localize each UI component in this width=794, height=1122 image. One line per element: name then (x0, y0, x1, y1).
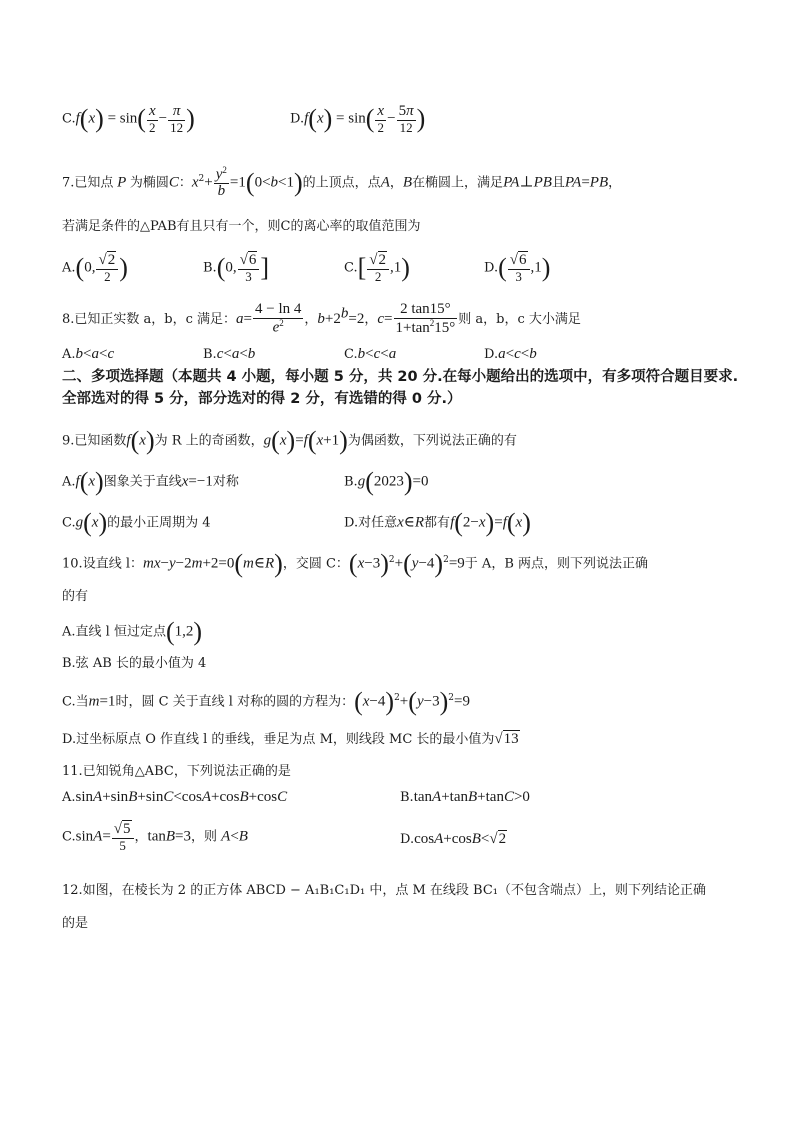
q11-option-d: D.cosA+cosB<√2 (400, 831, 507, 847)
q10-stem: 10.设直线 l：mx−y−2m+2=0(m∈R)，交圆 C：$(x-3)^2+(y-4)^2=9$于 A，B 两点，则下列说法正确 (62, 549, 649, 578)
q7-stem-line2: 若满足条件的△PAB有且只有一个，则C的离心率的取值范围为 (62, 219, 421, 234)
q7-option-d: D.( $\frac{√6}{3}$ ,1) (484, 252, 551, 284)
q9-option-c: C.g(x)的最小正周期为 4 (62, 508, 211, 537)
q10-stem-line2: 的有 (62, 589, 89, 604)
q10-option-d: D.过坐标原点 O 作直线 l 的垂线，垂足为点 M，则线段 MC 长的最小值为√13 (62, 731, 519, 747)
q12-stem: 12.如图，在棱长为 2 的正方体 ABCD − A₁B₁C₁D₁ 中，点 M 在线段 BC₁（不包含端点）上，则下列结论正确 (62, 883, 707, 898)
section-2-heading: 二、多项选择题（本题共 4 小题，每小题 5 分，共 20 分.在每小题给出的选项中，有多项符合题目要求.全部选对的得 5 分，部分选对的得 2 分，有选错的得 0 分.） (62, 369, 739, 408)
q11-stem: 11.已知锐角△ABC，下列说法正确的是 (62, 764, 291, 779)
q11-option-a: A.sinA+sinB+sinC<cosA+cosB+cosC (62, 789, 288, 805)
q10-option-b: B.弦 AB 长的最小值为 4 (62, 656, 207, 671)
q7-stem: 7.已知点 P 为椭圆C：$x^2+$ $\frac{y^2}{b}$ =1(0<b<1)的上顶点，点A，B在椭圆上，满足PA⊥PB且PA=PB， (62, 165, 622, 200)
q8-stem: 8.已知正实数 a，b，c 满足：a= $\frac{4 - \ln 4}{e^2}$ ，$b+2^b=2$，c= $\frac{2 \tan 15^\circ}{1+\tan^215^\circ}$ 则 a，b，c 大小满足 (62, 301, 581, 336)
q10-option-c: C.当m=1时，圆 C 关于直线 l 对称的圆的方程为：$(x-4)^2+(y-3)^2=9$ (62, 687, 470, 716)
q9-option-b: B.g(2023)=0 (344, 467, 429, 496)
q11-option-c: C.sinA= $\frac{√5}{5}$ ，tanB=3，则 A<B (62, 821, 248, 853)
q7-option-c: C.[ $\frac{√2}{2}$ ,1) (344, 252, 410, 284)
q9-stem: 9.已知函数f(x)为 R 上的奇函数，g(x)=f(x+1)为偶函数，下列说法正确的有 (62, 426, 517, 455)
q8-option-c: C.b<c<a (344, 346, 397, 362)
q10-option-a: A.直线 l 恒过定点(1,2) (62, 617, 203, 646)
q8-option-a: A.b<a<c (62, 346, 115, 362)
q6-option-d: D.f(x) = sin( $\frac{x}{2}$ − $\frac{5\pi}{12}$ ) (290, 103, 426, 135)
q8-option-b: B.c<a<b (203, 346, 256, 362)
q7-option-b: B.(0, $\frac{√6}{3}$ ] (203, 252, 270, 284)
q8-option-d: D.a<c<b (484, 346, 537, 362)
q12-stem-line2: 的是 (62, 916, 89, 931)
q9-option-a: A.f(x)图象关于直线x=−1对称 (62, 467, 239, 496)
q7-option-a: A.(0, $\frac{√2}{2}$ ) (62, 252, 128, 284)
q11-option-b: B.tanA+tanB+tanC>0 (400, 789, 530, 805)
q6-option-c: C.f(x) = sin( $\frac{x}{2}$ − $\frac{\pi}{12}$ ) (62, 103, 195, 135)
q9-option-d: D.对任意x∈R都有f(2−x)=f(x) (344, 508, 531, 537)
